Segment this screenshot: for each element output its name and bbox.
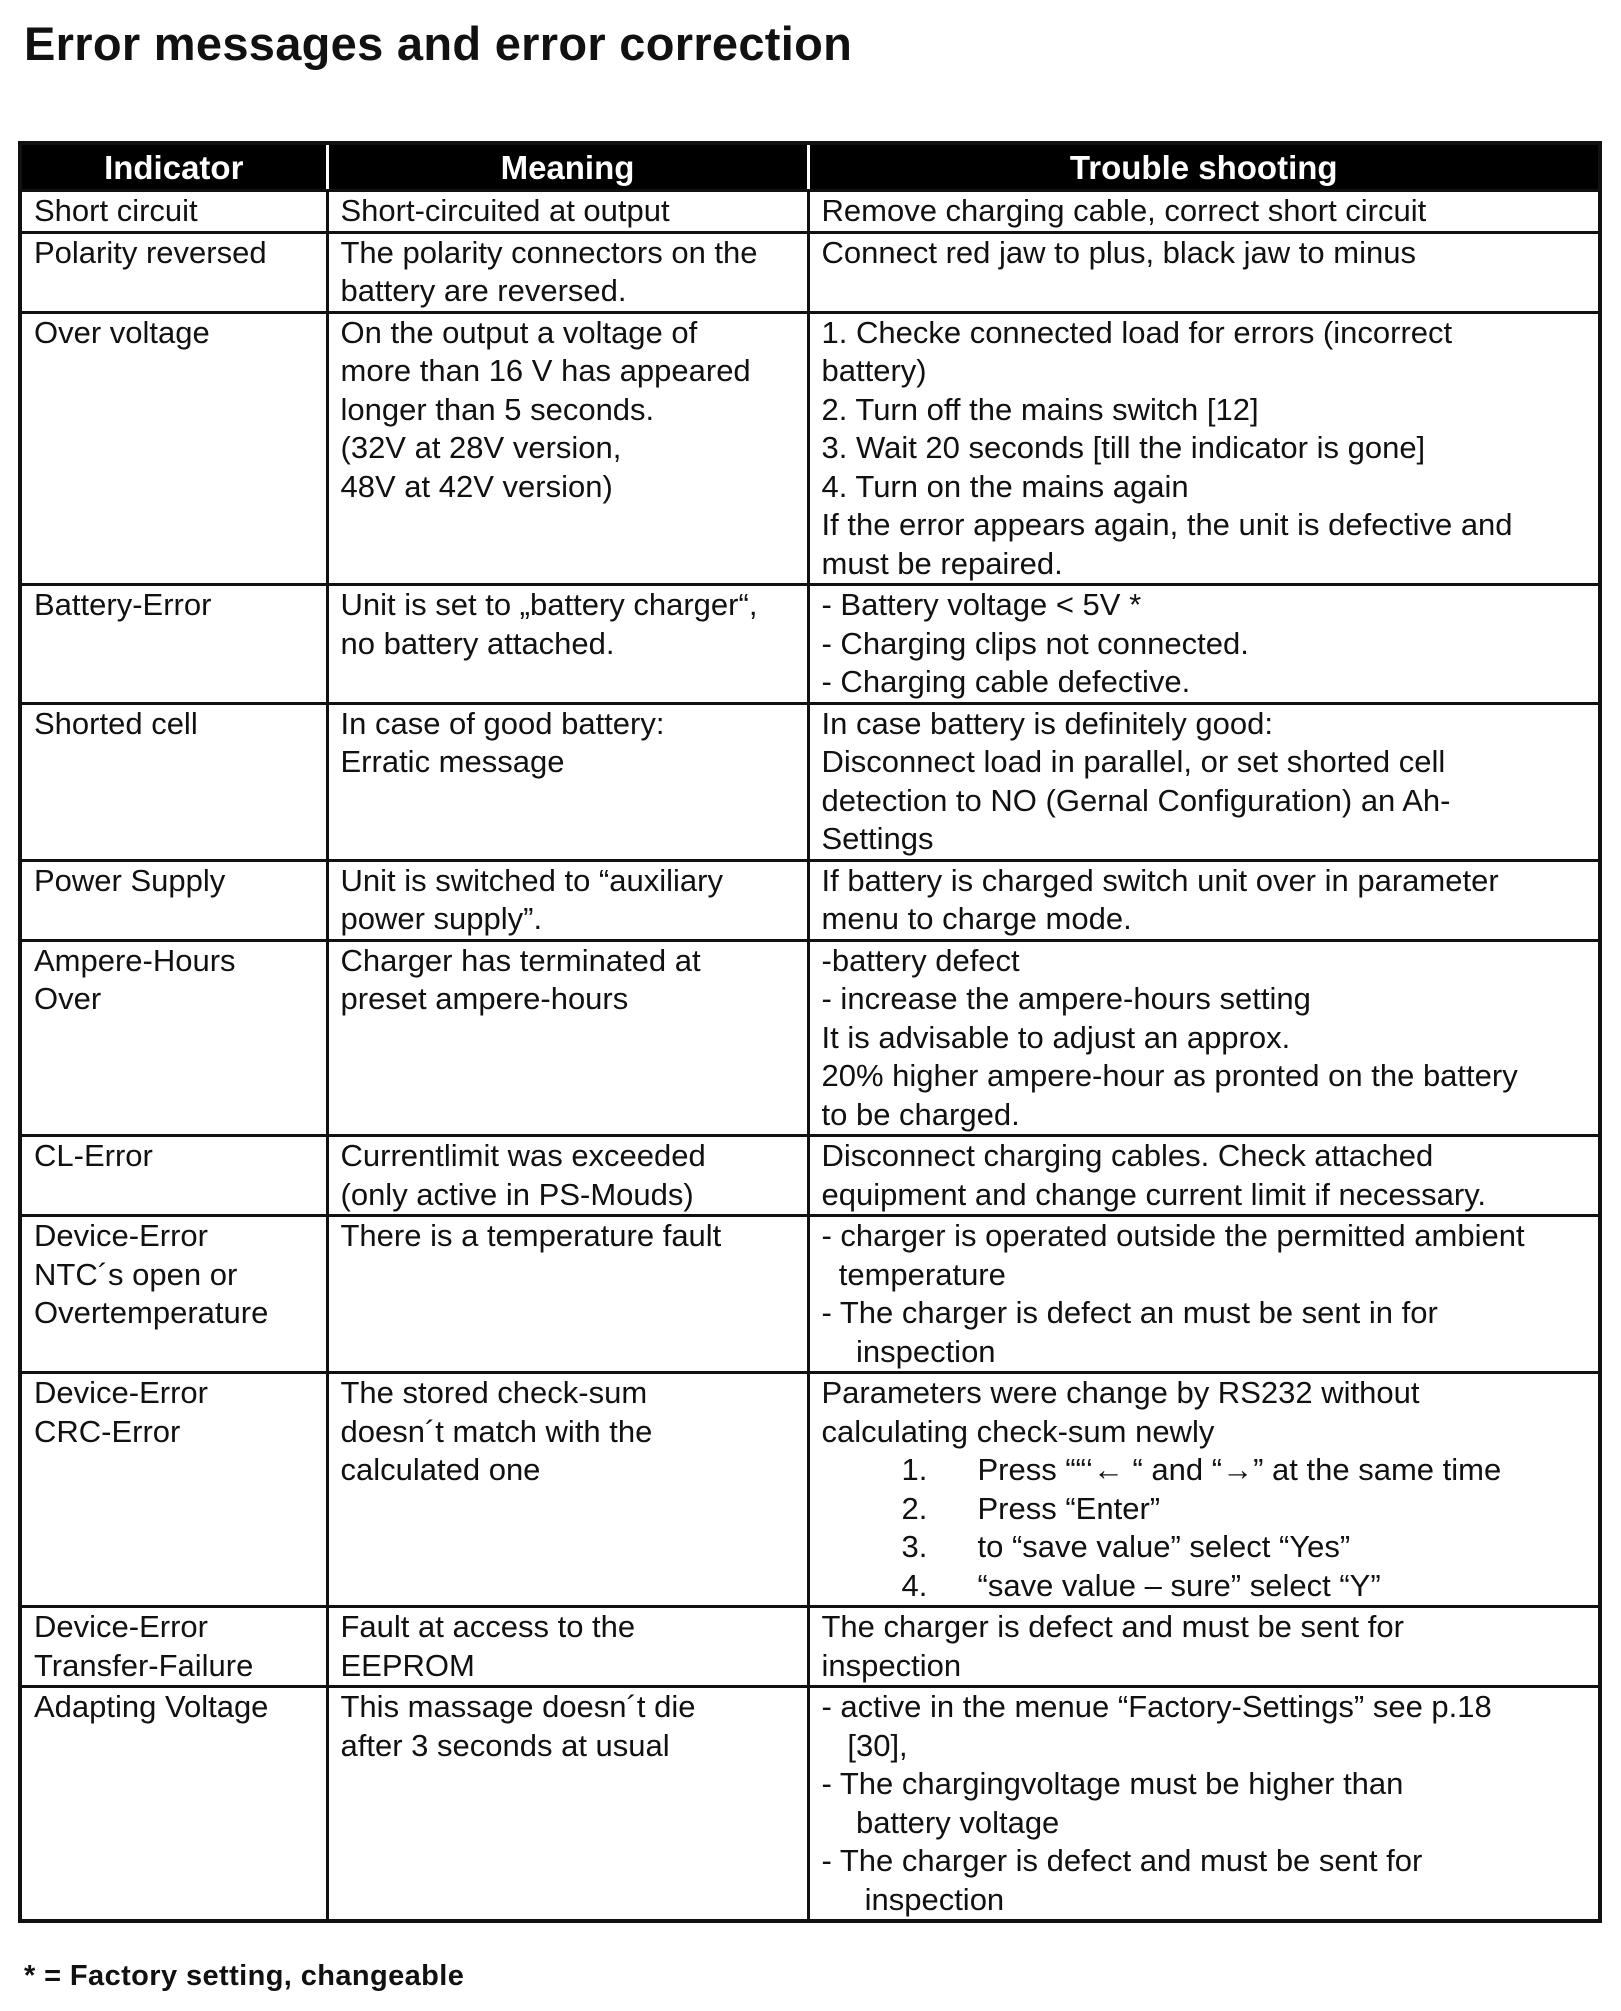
meaning-cell: There is a temperature fault <box>327 1216 808 1373</box>
indicator-cell: Ampere-Hours Over <box>20 940 327 1136</box>
troubleshooting-cell <box>808 1373 1600 1607</box>
step-text: “save value – sure” select “Y” <box>977 1567 1381 1603</box>
page-title: Error messages and error correction <box>24 17 853 70</box>
list-item <box>902 1490 1589 1529</box>
troubleshooting-cell: Disconnect charging cables. Check attached equipment and change current limit if necessary. <box>808 1136 1600 1216</box>
table-row <box>20 1136 1600 1216</box>
error-table <box>18 141 1602 1923</box>
indicator-cell: Battery-Error <box>20 585 327 704</box>
troubleshooting-cell: 1. Checke connected load for errors (incorrect battery) 2. Turn off the mains switch [12] 3. Wait 20 seconds [till the indicator is gone] 4. Turn on the mains again If the error appears again, the unit is defective and must be repaired. <box>808 312 1600 585</box>
step-number: 2. <box>901 1490 928 1526</box>
meaning-cell: This massage doesn´t die after 3 seconds at usual <box>327 1687 808 1922</box>
header-indicator: Indicator <box>20 143 327 191</box>
meaning-cell: Unit is switched to “auxiliary power supply”. <box>327 860 808 940</box>
table-row <box>20 940 1600 1136</box>
meaning-cell: The stored check-sum doesn´t match with the calculated one <box>327 1373 808 1607</box>
meaning-cell: On the output a voltage of more than 16 V has appeared longer than 5 seconds. (32V at 28V version, 48V at 42V version) <box>327 312 808 585</box>
troubleshooting-cell: In case battery is definitely good: Disconnect load in parallel, or set shorted cell detection to NO (Gernal Configuration) an Ah- Settings <box>808 703 1600 860</box>
troubleshooting-cell: Remove charging cable, correct short circuit <box>808 191 1600 233</box>
meaning-cell: Fault at access to the EEPROM <box>327 1607 808 1687</box>
table-row <box>20 860 1600 940</box>
indicator-cell: Over voltage <box>20 312 327 585</box>
table-row <box>20 703 1600 860</box>
table-row <box>20 585 1600 704</box>
meaning-cell: The polarity connectors on the battery are reversed. <box>327 232 808 312</box>
troubleshooting-cell: -battery defect - increase the ampere-hours setting It is advisable to adjust an approx. 20% higher ampere-hour as pronted on the battery to be charged. <box>808 940 1600 1136</box>
indicator-cell: Device-Error Transfer-Failure <box>20 1607 327 1687</box>
meaning-cell: Currentlimit was exceeded (only active in PS-Mouds) <box>327 1136 808 1216</box>
step-text: Press ““‘← “ and “→” at the same time <box>977 1452 1502 1487</box>
indicator-cell: CL-Error <box>20 1136 327 1216</box>
footnote: * = Factory setting, changeable <box>24 1960 465 1992</box>
indicator-cell: Adapting Voltage <box>20 1687 327 1922</box>
header-meaning: Meaning <box>327 143 808 191</box>
troubleshooting-cell: - Battery voltage < 5V * - Charging clips not connected. - Charging cable defective. <box>808 585 1600 704</box>
table-row <box>20 312 1600 585</box>
indicator-cell: Short circuit <box>20 191 327 233</box>
step-number: 3. <box>901 1529 928 1564</box>
table-row <box>20 191 1600 233</box>
crc-steps-list <box>822 1451 1589 1605</box>
meaning-cell: Charger has terminated at preset ampere-hours <box>327 940 808 1136</box>
list-item <box>902 1567 1589 1606</box>
table-row <box>20 232 1600 312</box>
step-text: to “save value” select “Yes” <box>977 1529 1351 1564</box>
troubleshooting-cell: Connect red jaw to plus, black jaw to minus <box>808 232 1600 312</box>
step-text: Press “Enter” <box>977 1490 1161 1526</box>
indicator-cell: Device-Error CRC-Error <box>20 1373 327 1607</box>
meaning-cell: Unit is set to „battery charger“, no battery attached. <box>327 585 808 704</box>
list-item <box>902 1451 1589 1490</box>
troubleshooting-cell: If battery is charged switch unit over in parameter menu to charge mode. <box>808 860 1600 940</box>
table-row <box>20 1607 1600 1687</box>
table-header-row <box>20 143 1600 191</box>
header-trouble-shooting: Trouble shooting <box>808 143 1600 191</box>
error-table-container <box>18 141 1602 1923</box>
troubleshooting-cell: - active in the menue “Factory-Settings” see p.18 [30], - The chargingvoltage must be higher than battery voltage - The charger is defect and must be sent for inspection <box>808 1687 1600 1922</box>
table-row <box>20 1687 1600 1922</box>
list-item <box>902 1528 1589 1567</box>
troubleshooting-cell: The charger is defect and must be sent for inspection <box>808 1607 1600 1687</box>
indicator-cell: Shorted cell <box>20 703 327 860</box>
table-row <box>20 1216 1600 1373</box>
step-number: 4. <box>901 1567 928 1603</box>
indicator-cell: Power Supply <box>20 860 327 940</box>
table-row <box>20 1373 1600 1607</box>
meaning-cell: In case of good battery: Erratic message <box>327 703 808 860</box>
troubleshooting-cell: - charger is operated outside the permitted ambient temperature - The charger is defect an must be sent in for inspection <box>808 1216 1600 1373</box>
meaning-cell: Short-circuited at output <box>327 191 808 233</box>
indicator-cell: Polarity reversed <box>20 232 327 312</box>
troubleshooting-intro: Parameters were change by RS232 without calculating check-sum newly <box>821 1375 1420 1449</box>
indicator-cell: Device-Error NTC´s open or Overtemperature <box>20 1216 327 1373</box>
step-number: 1. <box>901 1452 928 1487</box>
